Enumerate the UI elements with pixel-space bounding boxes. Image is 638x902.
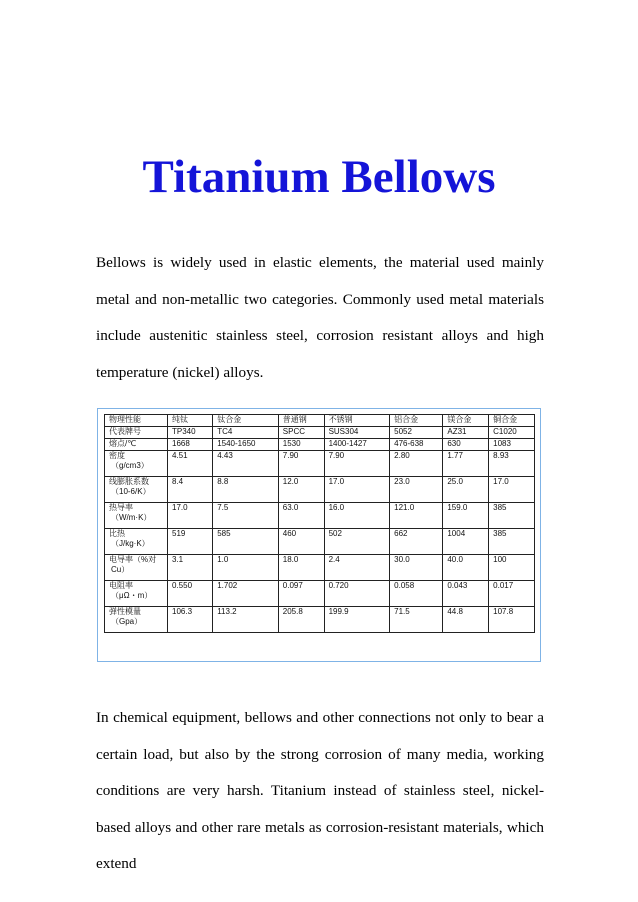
row-label [105, 451, 168, 477]
table-cell: 385 [489, 529, 535, 555]
table-cell: 7.90 [324, 451, 390, 477]
table-row [105, 607, 535, 633]
row-label-text: 物理性能 [109, 415, 141, 424]
table-cell: 12.0 [278, 477, 324, 503]
table-cell: 40.0 [443, 555, 489, 581]
table-cell: SPCC [278, 427, 324, 439]
table-cell: 23.0 [390, 477, 443, 503]
row-label-text: 热导率 [109, 503, 133, 512]
table-cell: 1.702 [213, 581, 279, 607]
row-label [105, 427, 168, 439]
table-cell: 16.0 [324, 503, 390, 529]
row-label-unit: （10-6/K） [111, 487, 151, 496]
row-label-text: 线膨胀系数 [109, 477, 149, 486]
table-cell: 205.8 [278, 607, 324, 633]
row-label [105, 607, 168, 633]
table-cell: 476-638 [390, 439, 443, 451]
row-label-unit: （g/cm3） [111, 461, 149, 470]
row-label-text: 弹性模量 [109, 607, 141, 616]
table-row [105, 581, 535, 607]
row-label-text: 电导率（%对 [109, 555, 157, 564]
table-row [105, 555, 535, 581]
table-cell: 0.058 [390, 581, 443, 607]
table-cell: 113.2 [213, 607, 279, 633]
table-cell: TC4 [213, 427, 279, 439]
table-cell: TP340 [168, 427, 213, 439]
row-label-unit: （J/kg·K） [111, 539, 150, 548]
table-cell: 17.0 [324, 477, 390, 503]
table-cell: 1083 [489, 439, 535, 451]
intro-paragraph: Bellows is widely used in elastic elements, the material used mainly metal and non-metallic two categories. Commonly used metal materials include austenitic stainless steel, corrosion resistant alloys and high temperature (nickel) alloys. [96, 254, 544, 381]
table-cell: 镁合金 [443, 415, 489, 427]
row-label-text: 电阻率 [109, 581, 133, 590]
table-cell: 1530 [278, 439, 324, 451]
table-cell: 585 [213, 529, 279, 555]
table-cell: 18.0 [278, 555, 324, 581]
table-row [105, 477, 535, 503]
table-cell: 1.0 [213, 555, 279, 581]
row-label-text: 代表牌号 [109, 427, 141, 436]
table-cell: 3.1 [168, 555, 213, 581]
row-label [105, 415, 168, 427]
row-label [105, 439, 168, 451]
table-cell: 普通钢 [278, 415, 324, 427]
table-cell: 662 [390, 529, 443, 555]
table-cell: 2.4 [324, 555, 390, 581]
table-cell: 460 [278, 529, 324, 555]
table-cell: 不锈钢 [324, 415, 390, 427]
table-cell: 1540-1650 [213, 439, 279, 451]
table-cell: 159.0 [443, 503, 489, 529]
table-cell: 199.9 [324, 607, 390, 633]
table-cell: 4.43 [213, 451, 279, 477]
table-cell: 1004 [443, 529, 489, 555]
table-row [105, 415, 535, 427]
row-label-text: 熔点/℃ [109, 439, 137, 448]
row-label-unit: Cu） [111, 565, 130, 574]
material-properties-table [104, 414, 535, 633]
table-cell: 1400-1427 [324, 439, 390, 451]
table-cell: 44.8 [443, 607, 489, 633]
table-cell: 4.51 [168, 451, 213, 477]
table-cell: 630 [443, 439, 489, 451]
page-title: Titanium Bellows [142, 151, 496, 203]
table-cell: 铝合金 [390, 415, 443, 427]
row-label [105, 477, 168, 503]
table-cell: 502 [324, 529, 390, 555]
table-cell: 385 [489, 503, 535, 529]
table-cell: 519 [168, 529, 213, 555]
table-cell: 1668 [168, 439, 213, 451]
table-cell: 17.0 [489, 477, 535, 503]
table-row [105, 503, 535, 529]
table-cell: 100 [489, 555, 535, 581]
table-row [105, 427, 535, 439]
table-row [105, 451, 535, 477]
table-cell: 0.097 [278, 581, 324, 607]
table-cell: 0.043 [443, 581, 489, 607]
row-label-unit: （μΩ・m） [111, 591, 153, 600]
row-label-text: 密度 [109, 451, 125, 460]
row-label [105, 503, 168, 529]
table-cell: 纯钛 [168, 415, 213, 427]
table-cell: 8.4 [168, 477, 213, 503]
row-label [105, 555, 168, 581]
table-cell: 30.0 [390, 555, 443, 581]
table-cell: 25.0 [443, 477, 489, 503]
table-cell: 铜合金 [489, 415, 535, 427]
body-paragraph: In chemical equipment, bellows and other connections not only to bear a certain load, but also by the strong corrosion of many media, working conditions are very harsh. Titanium instead of stainless steel, nickel-based alloys and other rare metals as corrosion-resistant materials, which extend [96, 709, 544, 872]
table-cell: AZ31 [443, 427, 489, 439]
row-label [105, 529, 168, 555]
row-label-unit: （W/m·K） [111, 513, 152, 522]
table-row [105, 439, 535, 451]
table-cell: 5052 [390, 427, 443, 439]
table-row [105, 529, 535, 555]
row-label [105, 581, 168, 607]
table-cell: 71.5 [390, 607, 443, 633]
row-label-unit: （Gpa） [111, 617, 143, 626]
table-cell: 106.3 [168, 607, 213, 633]
table-cell: 0.720 [324, 581, 390, 607]
row-label-text: 比热 [109, 529, 125, 538]
table-cell: 0.017 [489, 581, 535, 607]
table-cell: 8.93 [489, 451, 535, 477]
table-cell: 7.5 [213, 503, 279, 529]
table-cell: 63.0 [278, 503, 324, 529]
table-cell: SUS304 [324, 427, 390, 439]
table-cell: 1.77 [443, 451, 489, 477]
table-cell: 钛合金 [213, 415, 279, 427]
properties-table-image [97, 408, 541, 662]
table-cell: 0.550 [168, 581, 213, 607]
table-cell: 7.90 [278, 451, 324, 477]
table-cell: 2.80 [390, 451, 443, 477]
table-cell: 107.8 [489, 607, 535, 633]
table-cell: 121.0 [390, 503, 443, 529]
table-cell: C1020 [489, 427, 535, 439]
table-cell: 8.8 [213, 477, 279, 503]
table-cell: 17.0 [168, 503, 213, 529]
